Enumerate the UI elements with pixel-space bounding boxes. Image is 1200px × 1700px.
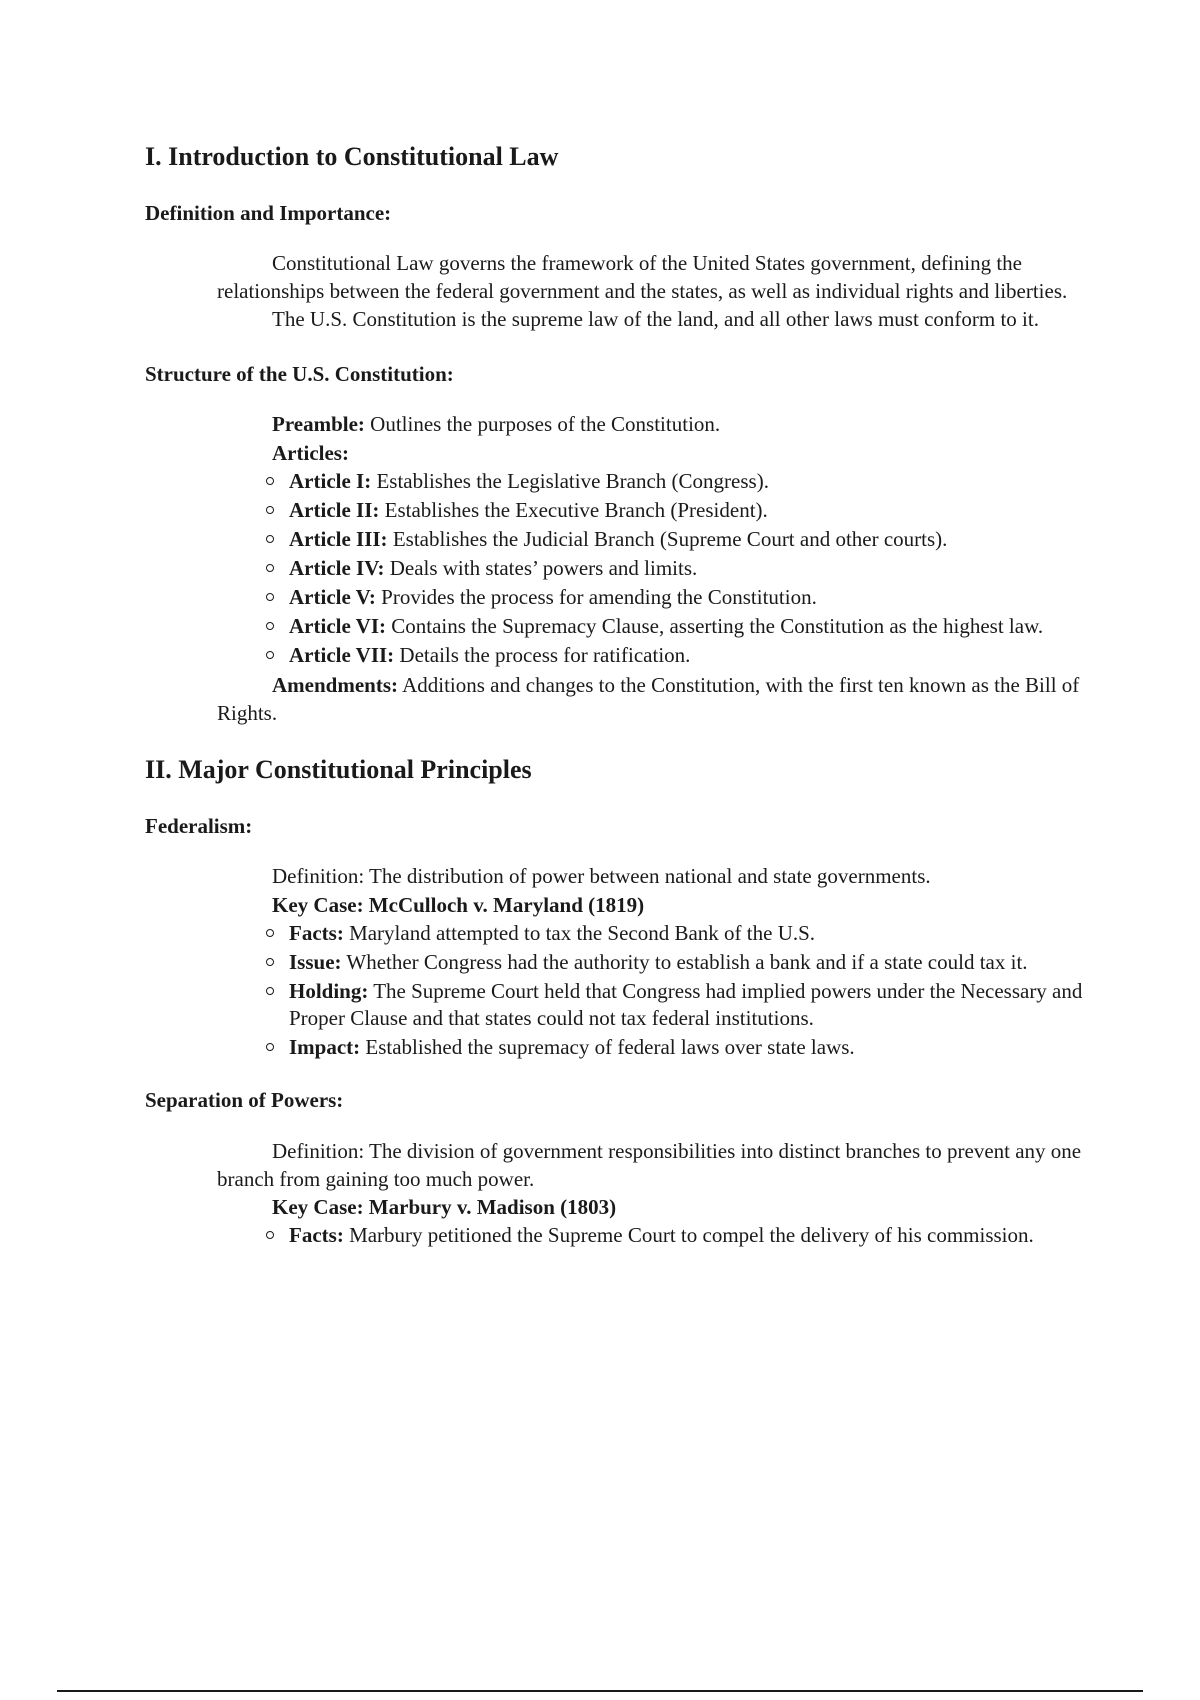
case-item-label: Facts: xyxy=(289,921,344,946)
case-item-text: Marbury petitioned the Supreme Court to compel the delivery of his commission. xyxy=(343,1222,1034,1247)
articles-list xyxy=(261,468,1085,669)
case-item-text: The Supreme Court held that Congress had implied powers under the Necessary and Proper Clause and that states could not tax federal institutions. xyxy=(289,979,1083,1031)
amendments-line xyxy=(217,671,1085,727)
list-item xyxy=(261,920,1085,947)
subheading-structure: Structure of the U.S. Constitution: xyxy=(145,362,454,387)
separation-case-list xyxy=(261,1222,1085,1249)
subheading-federalism: Federalism: xyxy=(145,814,253,839)
article-text: Establishes the Executive Branch (President). xyxy=(379,498,768,523)
case-item-label: Holding: xyxy=(289,979,369,1004)
separation-block xyxy=(217,1137,1085,1249)
document-content xyxy=(145,140,1085,1275)
list-item xyxy=(261,555,1085,582)
key-case-label: Key Case: McCulloch v. Maryland (1819) xyxy=(272,893,645,918)
circle-bullet-icon xyxy=(266,929,274,937)
article-text: Deals with states’ powers and limits. xyxy=(384,556,698,581)
circle-bullet-icon xyxy=(266,535,274,543)
article-label: Article III: xyxy=(289,527,388,552)
footer-divider xyxy=(57,1690,1143,1692)
separation-key-case xyxy=(272,1193,1085,1222)
list-item xyxy=(261,978,1085,1032)
circle-bullet-icon xyxy=(266,564,274,572)
preamble-label: Preamble: xyxy=(272,412,365,437)
circle-bullet-icon xyxy=(266,477,274,485)
articles-line xyxy=(272,439,1085,468)
circle-bullet-icon xyxy=(266,506,274,514)
article-label: Article IV: xyxy=(289,556,385,581)
article-text: Contains the Supremacy Clause, asserting the Constitution as the highest law. xyxy=(386,614,1044,639)
list-item xyxy=(261,1222,1085,1249)
list-item xyxy=(261,468,1085,495)
list-item xyxy=(261,497,1085,524)
list-item xyxy=(261,1034,1085,1061)
article-label: Article V: xyxy=(289,585,376,610)
separation-definition: Definition: The division of government responsibilities into distinct branches to prevent any one branch from gaining too much power. xyxy=(217,1138,1082,1191)
federalism-case-list xyxy=(261,920,1085,1061)
subheading-separation-of-powers: Separation of Powers: xyxy=(145,1088,344,1113)
definition-paragraphs xyxy=(217,249,1085,333)
article-text: Establishes the Legislative Branch (Congress). xyxy=(371,469,769,494)
article-label: Article II: xyxy=(289,498,380,523)
definition-paragraph-2: The U.S. Constitution is the supreme law of the land, and all other laws must conform to it. xyxy=(272,307,1039,332)
federalism-block xyxy=(217,862,1085,1061)
section-heading-principles: II. Major Constitutional Principles xyxy=(145,755,532,785)
case-item-text: Maryland attempted to tax the Second Bank of the U.S. xyxy=(343,921,816,946)
circle-bullet-icon xyxy=(266,651,274,659)
list-item xyxy=(261,613,1085,640)
article-label: Article I: xyxy=(289,469,372,494)
case-item-text: Whether Congress had the authority to establish a bank and if a state could tax it. xyxy=(341,950,1028,975)
subheading-definition-importance: Definition and Importance: xyxy=(145,200,392,225)
structure-block xyxy=(217,410,1085,727)
article-label: Article VI: xyxy=(289,614,386,639)
circle-bullet-icon xyxy=(266,987,274,995)
circle-bullet-icon xyxy=(266,622,274,630)
article-text: Provides the process for amending the Constitution. xyxy=(375,585,817,610)
list-item xyxy=(261,642,1085,669)
preamble-text: Outlines the purposes of the Constitution. xyxy=(364,412,721,437)
article-text: Establishes the Judicial Branch (Supreme Court and other courts). xyxy=(387,527,948,552)
case-item-label: Facts: xyxy=(289,1222,344,1247)
list-item xyxy=(261,526,1085,553)
case-item-text: Established the supremacy of federal laws over state laws. xyxy=(360,1035,855,1060)
articles-label: Articles: xyxy=(272,441,349,466)
federalism-key-case xyxy=(272,891,1085,920)
circle-bullet-icon xyxy=(266,593,274,601)
section-heading-introduction: I. Introduction to Constitutional Law xyxy=(145,142,559,171)
federalism-definition: Definition: The distribution of power between national and state governments. xyxy=(272,864,931,889)
preamble-line xyxy=(272,410,1085,439)
circle-bullet-icon xyxy=(266,958,274,966)
case-item-label: Impact: xyxy=(289,1035,361,1060)
circle-bullet-icon xyxy=(266,1043,274,1051)
case-item-label: Issue: xyxy=(289,950,342,975)
definition-paragraph-1: Constitutional Law governs the framework of the United States government, defining the relationships between the federal government and the states, as well as individual rights and liberties. xyxy=(217,251,1068,304)
list-item xyxy=(261,584,1085,611)
key-case-label: Key Case: Marbury v. Madison (1803) xyxy=(272,1194,617,1219)
amendments-text: Additions and changes to the Constitution, with the first ten known as the Bill of Rights. xyxy=(217,673,1080,726)
circle-bullet-icon xyxy=(266,1231,274,1239)
article-text: Details the process for ratification. xyxy=(394,643,691,668)
article-label: Article VII: xyxy=(289,643,395,668)
amendments-label: Amendments: xyxy=(272,673,398,698)
list-item xyxy=(261,949,1085,976)
